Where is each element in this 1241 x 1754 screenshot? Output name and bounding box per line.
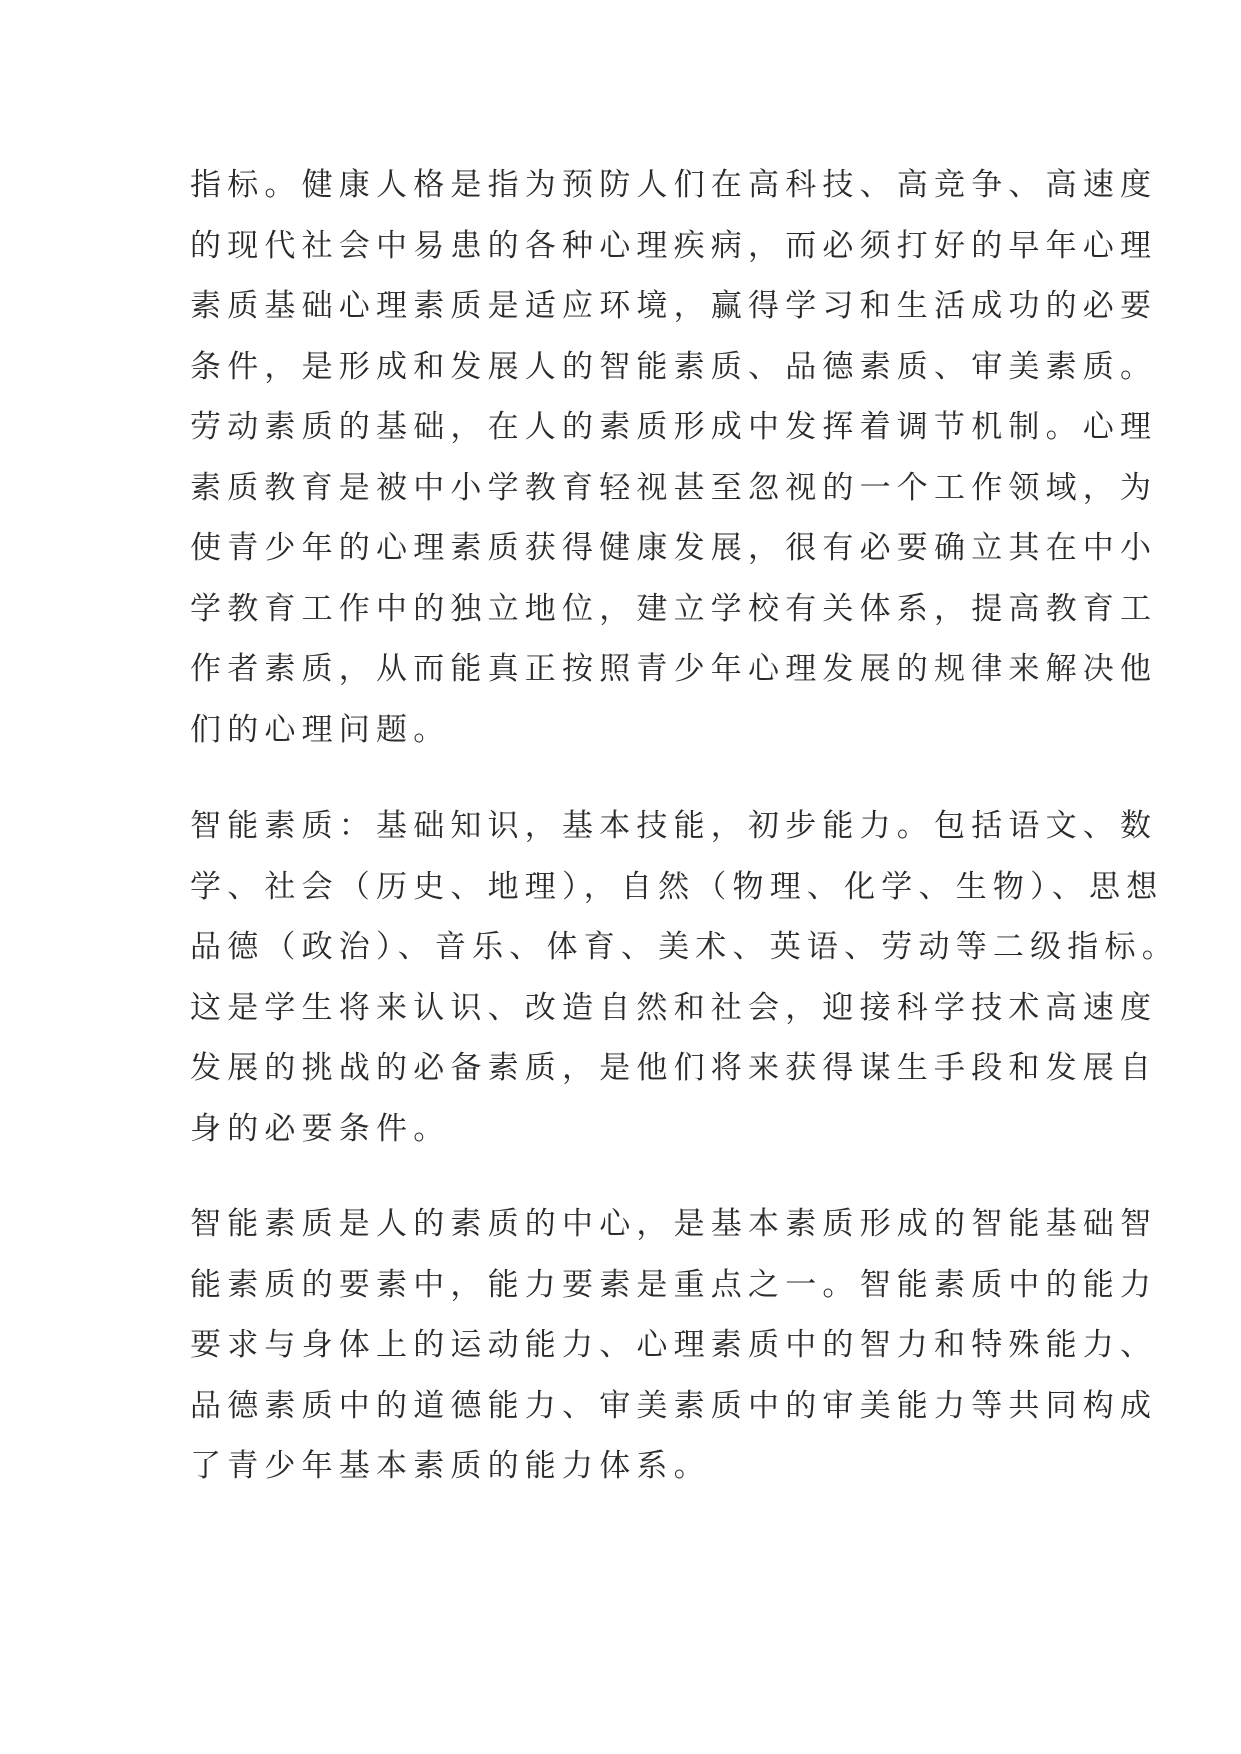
text-line: 智能素质：基础知识，基本技能，初步能力。包括语文、数 [190,808,1158,844]
text-line: 这是学生将来认识、改造自然和社会，迎接科学技术高速度 [190,989,1158,1026]
text-line: 品德素质中的道德能力、审美素质中的审美能力等共同构成 [190,1387,1158,1424]
text-line: 指标。健康人格是指为预防人们在高科技、高竞争、高速度 [190,167,1158,203]
text-line: 们的心理问题。 [190,711,451,748]
text-line: 使青少年的心理素质获得健康发展，很有必要确立其在中小 [190,530,1158,566]
text-line: 的现代社会中易患的各种心理疾病，而必须打好的早年心理 [190,227,1158,264]
paragraph-3 [190,1194,1158,1497]
paragraph-2 [190,796,1179,1159]
text-line: 作者素质，从而能真正按照青少年心理发展的规律来解决他 [190,651,1158,687]
text-line: 发展的挑战的必备素质，是他们将来获得谋生手段和发展自 [190,1050,1158,1086]
text-line: 能素质的要素中，能力要素是重点之一。智能素质中的能力 [190,1266,1158,1303]
text-line: 智能素质是人的素质的中心，是基本素质形成的智能基础智 [190,1206,1158,1242]
paragraph-1 [190,155,1158,760]
text-line: 素质教育是被中小学教育轻视甚至忽视的一个工作领域，为 [190,469,1158,506]
text-line: 身的必要条件。 [190,1110,451,1147]
text-line: 条件，是形成和发展人的智能素质、品德素质、审美素质。 [190,348,1158,385]
text-line: 学教育工作中的独立地位，建立学校有关体系，提高教育工 [190,590,1158,627]
text-line: 素质基础心理素质是适应环境，赢得学习和生活成功的必要 [190,288,1158,324]
text-line: 品德（政治）、音乐、体育、美术、英语、劳动等二级指标。 [190,929,1179,965]
text-line: 学、社会（历史、地理），自然（物理、化学、生物）、思想 [190,868,1164,905]
text-line: 了青少年基本素质的能力体系。 [190,1448,711,1484]
text-line: 劳动素质的基础，在人的素质形成中发挥着调节机制。心理 [190,409,1158,445]
text-line: 要求与身体上的运动能力、心理素质中的智力和特殊能力、 [190,1327,1158,1363]
